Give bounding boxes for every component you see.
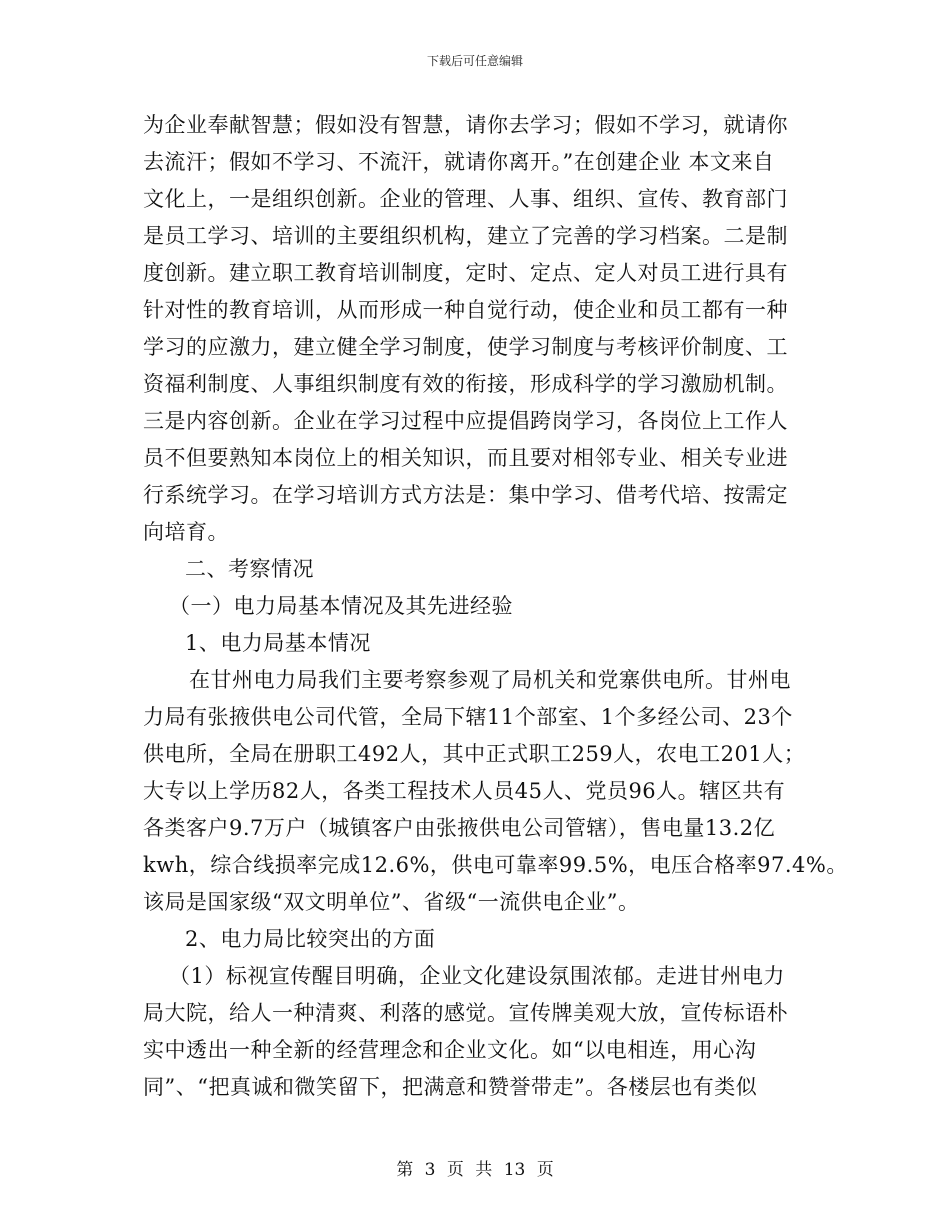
text-line: 供电所，全局在册职工492人，其中正式职工259人，农电工201人； [143, 742, 806, 766]
text-line: 为企业奉献智慧；假如没有智慧，请你去学习；假如不学习，就请你 [143, 113, 788, 137]
page-footer: 第 3 页 共 13 页 [396, 1160, 554, 1180]
text-line: 各类客户9.7万户（城镇客户由张掖供电公司管辖），售电量13.2亿 [143, 816, 776, 840]
page-header: 下载后可任意编辑 [426, 54, 523, 68]
text-line: 去流汗；假如不学习、不流汗，就请你离开。”在创建企业 本文来自 [143, 150, 775, 174]
text-line: 学习的应激力，建立健全学习制度，使学习制度与考核评价制度、工 [143, 335, 788, 359]
text-line: 行系统学习。在学习培训方式方法是：集中学习、借考代培、按需定 [143, 483, 788, 507]
document-body [143, 107, 848, 1106]
text-line: 员不但要熟知本岗位上的相关知识，而且要对相邻专业、相关专业进 [143, 446, 788, 470]
text-line: 文化上，一是组织创新。企业的管理、人事、组织、宣传、教育部门 [143, 187, 788, 211]
text-line: 度创新。建立职工教育培训制度，定时、定点、定人对员工进行具有 [143, 261, 788, 285]
text-line: 实中透出一种全新的经营理念和企业文化。如“以电相连，用心沟 [143, 1038, 757, 1062]
text-line: 针对性的教育培训，从而形成一种自觉行动，使企业和员工都有一种 [143, 298, 788, 322]
text-line: 力局有张掖供电公司代管，全局下辖11个部室、1个多经公司、23个 [143, 705, 793, 729]
text-line: 是员工学习、培训的主要组织机构，建立了完善的学习档案。二是制 [143, 224, 788, 248]
text-line: 同”、“把真诚和微笑留下，把满意和赞誉带走”。各楼层也有类似 [143, 1075, 758, 1099]
subsection-heading: 2、电力局比较突出的方面 [185, 927, 436, 951]
text-line: kwh，综合线损率完成12.6%，供电可靠率99.5%，电压合格率97.4%。 [143, 853, 848, 877]
subsection-heading: 1、电力局基本情况 [185, 631, 371, 655]
subsection-heading: （一）电力局基本情况及其先进经验 [169, 594, 513, 618]
text-line: 向培育。 [143, 520, 229, 544]
text-line: 资福利制度、人事组织制度有效的衔接，形成科学的学习激励机制。 [143, 372, 788, 396]
text-line: （1）标视宣传醒目明确，企业文化建设氛围浓郁。走进甘州电力 [169, 964, 785, 988]
text-line: 在甘州电力局我们主要考察参观了局机关和党寨供电所。甘州电 [189, 668, 791, 692]
text-line: 三是内容创新。企业在学习过程中应提倡跨岗学习，各岗位上工作人 [143, 409, 788, 433]
text-line: 大专以上学历82人，各类工程技术人员45人、党员96人。辖区共有 [143, 779, 786, 803]
text-line: 该局是国家级“双文明单位”、省级“一流供电企业”。 [143, 890, 640, 914]
text-line: 局大院，给人一种清爽、利落的感觉。宣传牌美观大放，宣传标语朴 [143, 1001, 788, 1025]
section-heading: 二、考察情况 [185, 557, 314, 581]
